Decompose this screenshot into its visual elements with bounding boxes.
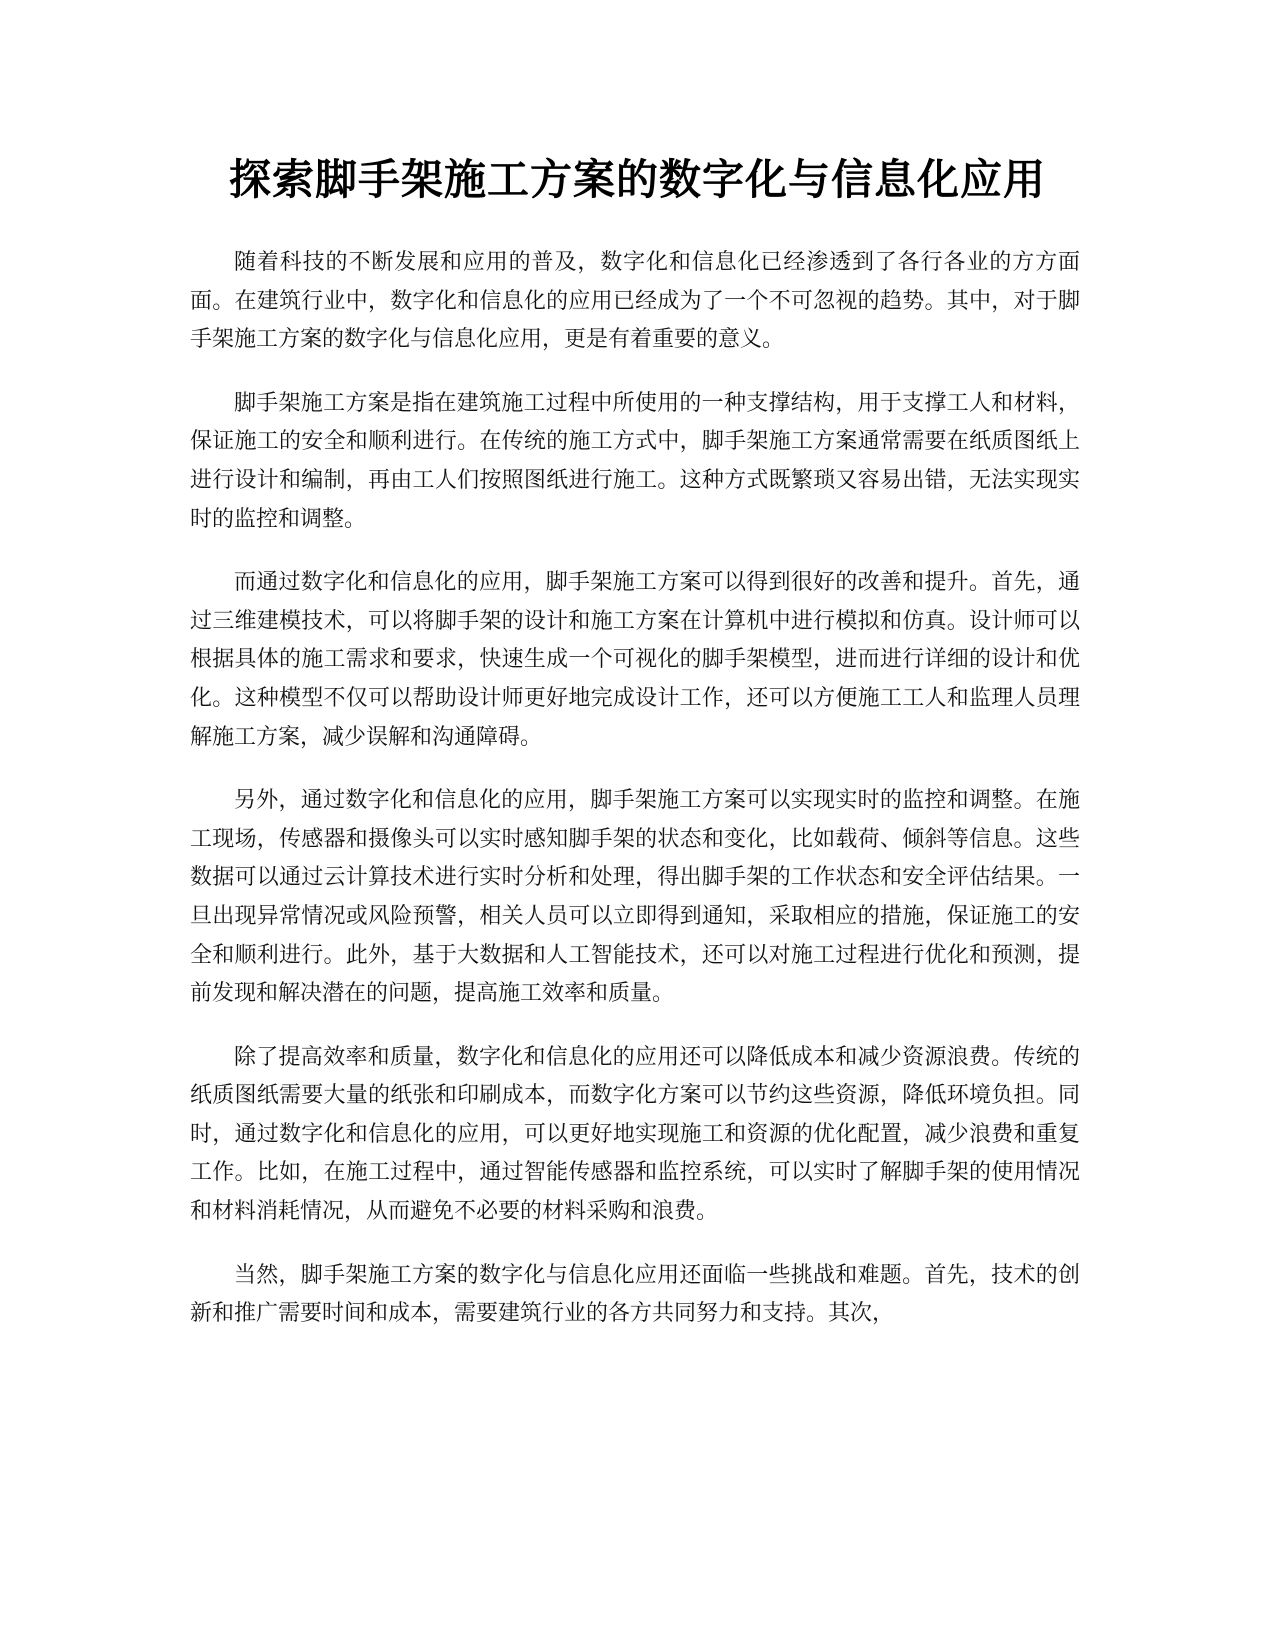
paragraph-5: 除了提高效率和质量，数字化和信息化的应用还可以降低成本和减少资源浪费。传统的纸质图纸需要大量的纸张和印刷成本，而数字化方案可以节约这些资源，降低环境负担。同时，通过数字化和信息化的应用，可以更好地实现施工和资源的优化配置，减少浪费和重复工作。比如，在施工过程中，通过智能传感器和监控系统，可以实时了解脚手架的使用情况和材料消耗情况，从而避免不必要的材料采购和浪费。 xyxy=(190,1044,1080,1225)
paragraph-4: 另外，通过数字化和信息化的应用，脚手架施工方案可以实现实时的监控和调整。在施工现场，传感器和摄像头可以实时感知脚手架的状态和变化，比如载荷、倾斜等信息。这些数据可以通过云计算技术进行实时分析和处理，得出脚手架的工作状态和安全评估结果。一旦出现异常情况或风险预警，相关人员可以立即得到通知，采取相应的措施，保证施工的安全和顺利进行。此外，基于大数据和人工智能技术，还可以对施工过程进行优化和预测，提前发现和解决潜在的问题，提高施工效率和质量。 xyxy=(190,788,1080,1007)
paragraph-1: 随着科技的不断发展和应用的普及，数字化和信息化已经渗透到了各行各业的方方面面。在建筑行业中，数字化和信息化的应用已经成为了一个不可忽视的趋势。其中，对于脚手架施工方案的数字化与信息化应用，更是有着重要的意义。 xyxy=(190,250,1080,353)
paragraph-3: 而通过数字化和信息化的应用，脚手架施工方案可以得到很好的改善和提升。首先，通过三维建模技术，可以将脚手架的设计和施工方案在计算机中进行模拟和仿真。设计师可以根据具体的施工需求和要求，快速生成一个可视化的脚手架模型，进而进行详细的设计和优化。这种模型不仅可以帮助设计师更好地完成设计工作，还可以方便施工工人和监理人员理解施工方案，减少误解和沟通障碍。 xyxy=(190,570,1080,750)
paragraph-6: 当然，脚手架施工方案的数字化与信息化应用还面临一些挑战和难题。首先，技术的创新和推广需要时间和成本，需要建筑行业的各方共同努力和支持。其次， xyxy=(190,1262,1080,1327)
document-body xyxy=(190,244,1080,1359)
document-title: 探索脚手架施工方案的数字化与信息化应用 xyxy=(228,155,1046,204)
paragraph-2: 脚手架施工方案是指在建筑施工过程中所使用的一种支撑结构，用于支撑工人和材料，保证施工的安全和顺利进行。在传统的施工方式中，脚手架施工方案通常需要在纸质图纸上进行设计和编制，再由工人们按照图纸进行施工。这种方式既繁琐又容易出错，无法实现实时的监控和调整。 xyxy=(190,390,1080,532)
